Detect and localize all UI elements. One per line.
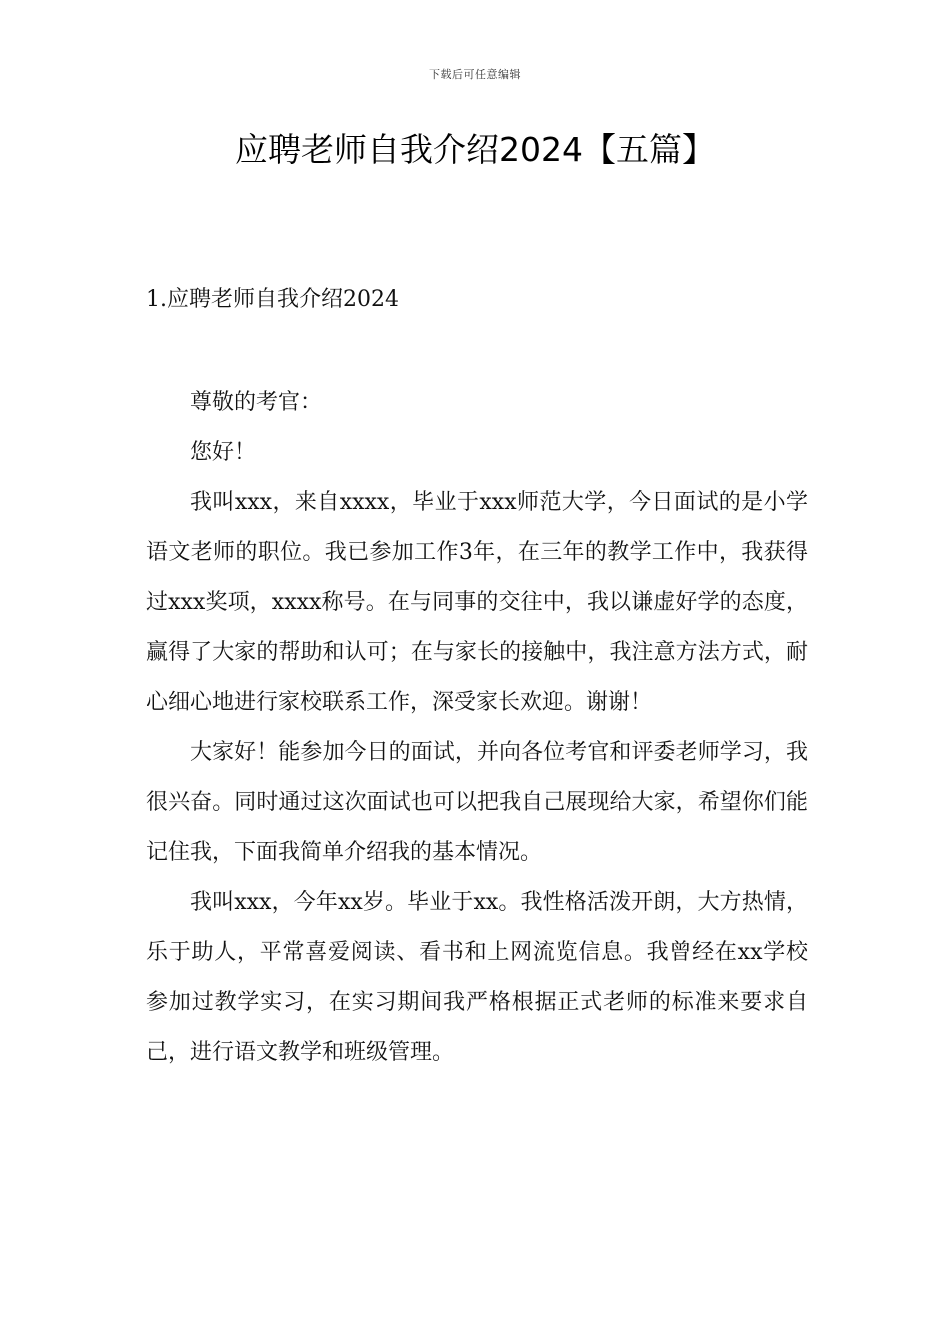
paragraph: 我叫xxx，今年xx岁。毕业于xx。我性格活泼开朗，大方热情，乐于助人，平常喜爱阅读、看书和上网流览信息。我曾经在xx学校参加过教学实习，在实习期间我严格根据正式老师的标准来要求自己，进行语文教学和班级管理。 (146, 890, 808, 1065)
page-header-note: 下载后可任意编辑 (429, 68, 521, 81)
paragraph-greeting: 您好！ (190, 440, 257, 465)
document-title: 应聘老师自我介绍2024【五篇】 (235, 130, 715, 169)
paragraph: 大家好！能参加今日的面试，并向各位考官和评委老师学习，我很兴奋。同时通过这次面试也可以把我自己展现给大家，希望你们能记住我，下面我简单介绍我的基本情况。 (146, 740, 808, 865)
section-body (146, 378, 808, 1078)
section-heading: 1.应聘老师自我介绍2024 (146, 287, 399, 312)
paragraph: 我叫xxx，来自xxxx，毕业于xxx师范大学，今日面试的是小学语文老师的职位。我已参加工作3年，在三年的教学工作中，我获得过xxx奖项，xxxx称号。在与同事的交往中，我以谦虚好学的态度，赢得了大家的帮助和认可；在与家长的接触中，我注意方法方式，耐心细心地进行家校联系工作，深受家长欢迎。谢谢！ (146, 490, 808, 715)
paragraph-salutation: 尊敬的考官： (190, 390, 323, 415)
